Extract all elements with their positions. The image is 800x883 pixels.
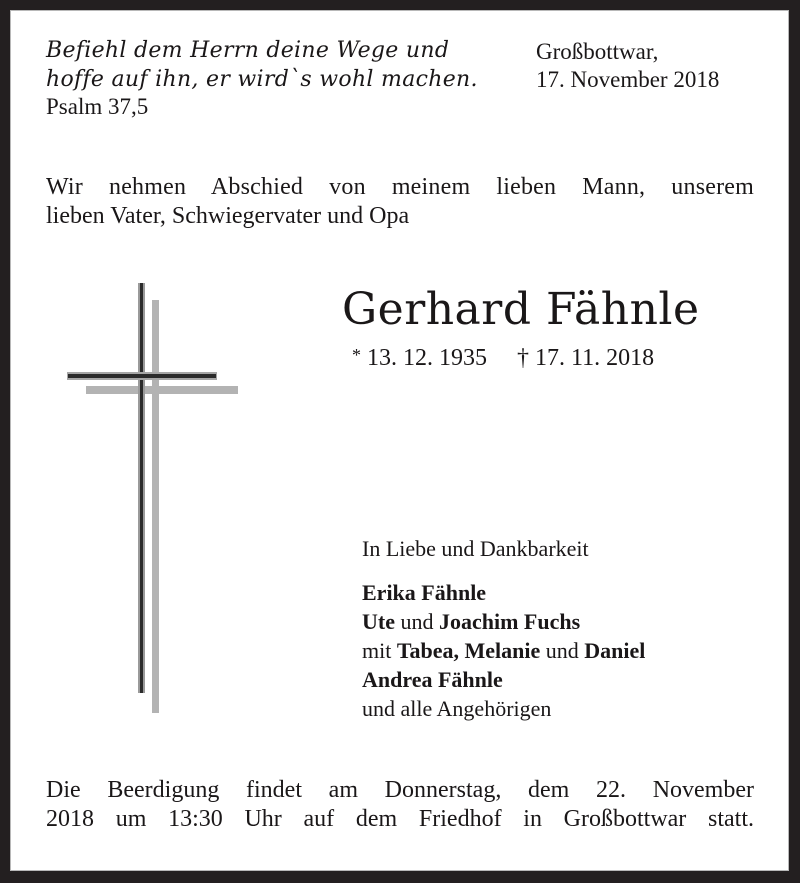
birth-date: 13. 12. 1935 (367, 345, 487, 371)
mourner-line-5: und alle Angehörigen (362, 696, 552, 721)
cross-shadow-horizontal (86, 386, 238, 394)
verse-line-1: Befiehl dem Herrn deine Wege und (46, 38, 450, 63)
connector-text: und (394, 609, 439, 634)
mourner-name: Tabea, Melanie (396, 638, 541, 663)
mourner-name: Andrea Fähnle (362, 667, 503, 692)
life-dates (352, 345, 654, 372)
cross-vertical (140, 283, 143, 693)
funeral-line-2: 2018 um 13:30 Uhr auf dem Friedhof in Großbottwar statt. (46, 806, 754, 832)
mourner-line-2 (362, 609, 580, 635)
deceased-name: Gerhard Fähnle (342, 284, 700, 335)
cross-horizontal (68, 374, 216, 378)
mourner-name: Daniel (584, 638, 646, 663)
intro-line-2: lieben Vater, Schwiegervater und Opa (46, 203, 410, 229)
mourner-line-1 (362, 580, 486, 606)
death-date: 17. 11. 2018 (535, 345, 655, 371)
verse-line-2: hoffe auf ihn, er wird`s wohl machen. (46, 67, 478, 92)
mourner-line-3 (362, 638, 645, 664)
funeral-line-1: Die Beerdigung findet am Donnerstag, dem 22. November (46, 777, 754, 803)
mourner-name: Erika Fähnle (362, 580, 487, 605)
mourners-intro: In Liebe und Dankbarkeit (362, 536, 589, 561)
verse-reference: Psalm 37,5 (46, 94, 149, 119)
mourner-name: Joachim Fuchs (438, 609, 581, 634)
notice-date: 17. November 2018 (536, 67, 720, 92)
death-symbol: † (517, 345, 529, 371)
place: Großbottwar, (536, 39, 659, 64)
cross-shadow-vertical (152, 300, 159, 713)
connector-text: mit (362, 638, 397, 663)
connector-text: und (540, 638, 585, 663)
obituary-card (10, 10, 789, 871)
mourner-line-4 (362, 667, 503, 693)
birth-symbol: * (352, 345, 361, 365)
intro-line-1: Wir nehmen Abschied von meinem lieben Mann, unserem (46, 174, 754, 200)
mourner-name: Ute (362, 609, 395, 634)
